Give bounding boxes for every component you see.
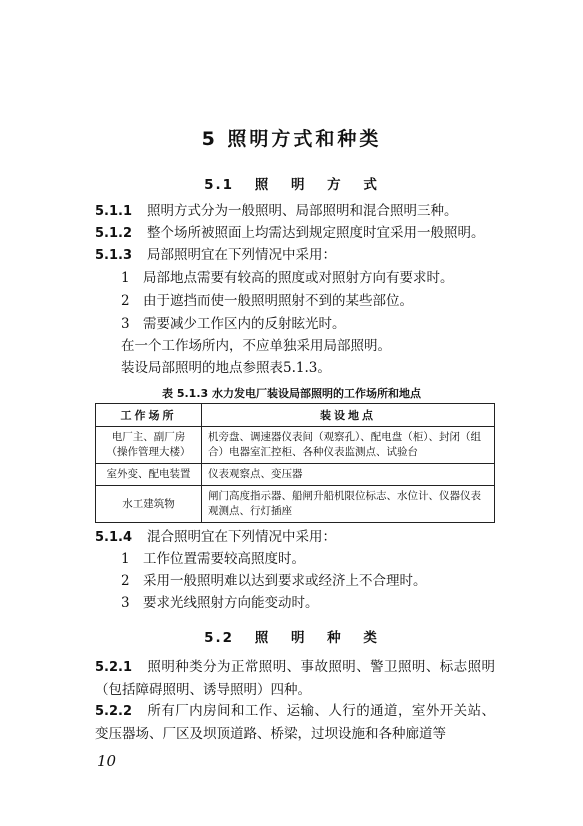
clause-number: 5.1.2 [95, 226, 133, 241]
clause-text: 混合照明宜在下列情况中采用： [147, 529, 336, 545]
list-item: 2 由于遮挡而使一般照明照射不到的某些部位。 [121, 293, 413, 309]
list-item: 2 采用一般照明难以达到要求或经济上不合理时。 [121, 573, 427, 589]
list-item: 1 工作位置需要较高照度时。 [121, 551, 305, 567]
table-row [96, 464, 495, 486]
clause-5-1-1 [95, 201, 458, 222]
paragraph: 在一个工作场所内，不应单独采用局部照明。 [121, 338, 391, 354]
table-cell: 电厂主、副厂房（操作管理大楼） [96, 427, 202, 464]
table-caption: 表 5.1.3 水力发电厂装设局部照明的工作场所和地点 [162, 387, 421, 400]
table-cell: 水工建筑物 [96, 486, 202, 523]
paragraph: 装设局部照明的地点参照表5.1.3。 [121, 360, 331, 376]
section-heading-5-1: 5.1 照 明 方 式 [204, 177, 379, 193]
table-cell: 仪表观察点、变压器 [202, 464, 495, 486]
table-row [96, 486, 495, 523]
table-cell: 室外变、配电装置 [96, 464, 202, 486]
clause-5-1-2 [95, 223, 485, 244]
clause-number: 5.2.2 [95, 704, 133, 719]
clause-number: 5.1.1 [95, 204, 133, 219]
clause-5-1-4 [95, 527, 336, 548]
table-cell: 闸门高度指示器、船闸升船机限位标志、水位计、仪器仪表观测点、行灯插座 [202, 486, 495, 523]
clause-5-2-1 [95, 656, 495, 701]
clause-text: 照明种类分为正常照明、事故照明、警卫照明、标志照明（包括障碍照明、诱导照明）四种。 [95, 659, 495, 698]
clause-number: 5.1.3 [95, 248, 133, 263]
clause-5-2-2 [95, 700, 495, 745]
table-row [96, 427, 495, 464]
section-heading-5-2: 5.2 照 明 种 类 [204, 630, 379, 646]
list-item: 1 局部地点需要有较高的照度或对照射方向有要求时。 [121, 270, 454, 286]
clause-text: 所有厂内房间和工作、运输、人行的通道，室外开关站、变压器场、厂区及坝顶道路、桥梁，过坝设施和各种廊道等 [95, 703, 495, 742]
table-cell: 机旁盘、调速器仪表间（观察孔）、配电盘（柜）、封闭（组合）电器室汇控柜、各种仪表监测点、试验台 [202, 427, 495, 464]
table-header: 工作场所 [96, 404, 202, 427]
clause-number: 5.1.4 [95, 530, 133, 545]
clause-number: 5.2.1 [95, 660, 133, 675]
list-item: 3 要求光线照射方向能变动时。 [121, 595, 319, 611]
clause-text: 照明方式分为一般照明、局部照明和混合照明三种。 [147, 203, 458, 219]
clause-5-1-3 [95, 245, 336, 266]
table-header: 装设地点 [202, 404, 495, 427]
clause-text: 整个场所被照面上均需达到规定照度时宜采用一般照明。 [147, 225, 485, 241]
clause-text: 局部照明宜在下列情况中采用： [147, 247, 336, 263]
table-header-row [96, 404, 495, 427]
page-number: 10 [97, 752, 117, 770]
chapter-title: 5 照明方式和种类 [201, 128, 382, 150]
list-item: 3 需要减少工作区内的反射眩光时。 [121, 316, 346, 332]
data-table [95, 403, 495, 523]
